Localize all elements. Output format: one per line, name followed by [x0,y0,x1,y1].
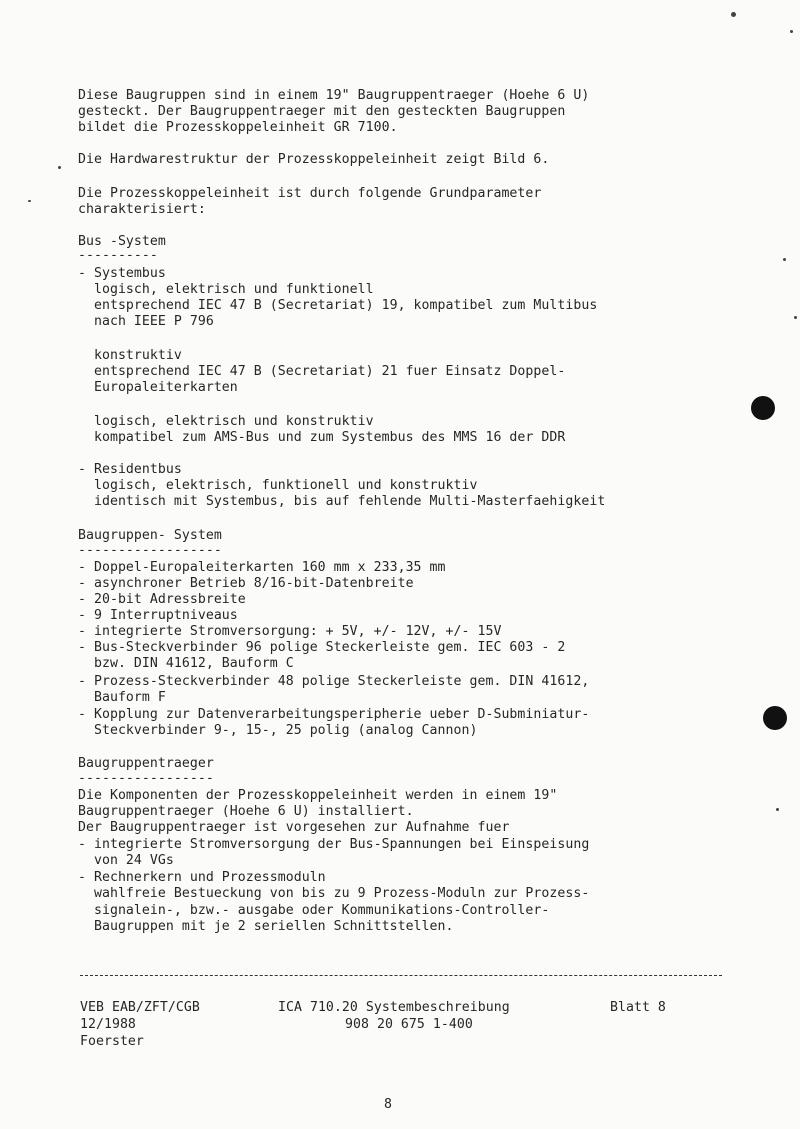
footer-date: 12/1988 [80,1017,136,1032]
params-intro-line-1: Die Prozesskoppeleinheit ist durch folgende Grundparameter [78,186,542,201]
traeger-line-7: wahlfreie Bestueckung von bis zu 9 Prozess-Moduln zur Prozess- [78,886,590,901]
bus-line-13: - Residentbus [78,462,182,477]
footer-author: Foerster [80,1034,144,1049]
traeger-line-2: Baugruppentraeger (Hoehe 6 U) installiert. [78,804,414,819]
baugruppen-line-2: - asynchroner Betrieb 8/16-bit-Datenbreite [78,576,414,591]
baugruppen-line-10: - Kopplung zur Datenverarbeitungsperipherie ueber D-Subminiatur- [78,707,590,722]
baugruppen-line-3: - 20-bit Adressbreite [78,592,246,607]
traeger-heading-underline: ----------------- [78,771,214,786]
punch-hole-bottom [763,706,787,730]
footer-doc-number: 908 20 675 1-400 [345,1017,473,1032]
bus-line-3: entsprechend IEC 47 B (Secretariat) 19, kompatibel zum Multibus [78,298,598,313]
bus-line-11: kompatibel zum AMS-Bus und zum Systembus des MMS 16 der DDR [78,430,566,445]
baugruppen-heading-underline: ------------------ [78,543,222,558]
bus-heading: Bus -System [78,234,166,249]
baugruppen-line-9: Bauform F [78,690,166,705]
traeger-heading: Baugruppentraeger [78,756,214,771]
scan-speck [776,808,779,811]
scan-speck [731,12,736,17]
footer-org: VEB EAB/ZFT/CGB [80,1000,200,1015]
baugruppen-line-11: Steckverbinder 9-, 15-, 25 polig (analog Cannon) [78,723,478,738]
baugruppen-line-4: - 9 Interruptniveaus [78,608,238,623]
footer-doc-title: ICA 710.20 Systembeschreibung [278,1000,510,1015]
traeger-line-5: von 24 VGs [78,853,174,868]
scan-speck [790,30,793,33]
baugruppen-line-1: - Doppel-Europaleiterkarten 160 mm x 233,35 mm [78,560,446,575]
scan-speck [783,258,786,261]
bus-line-10: logisch, elektrisch und konstruktiv [78,414,374,429]
intro-line-3: bildet die Prozesskoppeleinheit GR 7100. [78,120,398,135]
bus-line-7: entsprechend IEC 47 B (Secretariat) 21 fuer Einsatz Doppel- [78,364,566,379]
baugruppen-line-7: bzw. DIN 41612, Bauform C [78,656,294,671]
scan-speck [58,166,61,169]
bus-line-14: logisch, elektrisch, funktionell und konstruktiv [78,478,478,493]
hardware-sentence: Die Hardwarestruktur der Prozesskoppeleinheit zeigt Bild 6. [78,152,550,167]
intro-line-2: gesteckt. Der Baugruppentraeger mit den gesteckten Baugruppen [78,104,566,119]
traeger-line-9: Baugruppen mit je 2 seriellen Schnittstellen. [78,919,454,934]
traeger-line-8: signalein-, bzw.- ausgabe oder Kommunikations-Controller- [78,903,550,918]
bus-line-6: konstruktiv [78,348,182,363]
bus-line-8: Europaleiterkarten [78,380,238,395]
bus-line-4: nach IEEE P 796 [78,314,214,329]
baugruppen-line-8: - Prozess-Steckverbinder 48 polige Steckerleiste gem. DIN 41612, [78,674,590,689]
page-number: 8 [384,1097,392,1112]
bus-heading-underline: ---------- [78,248,158,263]
footer-separator [80,975,722,976]
scan-speck [28,200,31,202]
scan-speck [794,316,797,319]
traeger-line-6: - Rechnerkern und Prozessmoduln [78,870,326,885]
footer-sheet: Blatt 8 [610,1000,666,1015]
params-intro-line-2: charakterisiert: [78,202,206,217]
baugruppen-line-6: - Bus-Steckverbinder 96 polige Steckerleiste gem. IEC 603 - 2 [78,640,566,655]
punch-hole-top [751,396,775,420]
traeger-line-3: Der Baugruppentraeger ist vorgesehen zur Aufnahme fuer [78,820,510,835]
bus-line-15: identisch mit Systembus, bis auf fehlende Multi-Masterfaehigkeit [78,494,606,509]
baugruppen-line-5: - integrierte Stromversorgung: + 5V, +/- 12V, +/- 15V [78,624,502,639]
bus-line-1: - Systembus [78,266,166,281]
baugruppen-heading: Baugruppen- System [78,528,222,543]
traeger-line-1: Die Komponenten der Prozesskoppeleinheit werden in einem 19" [78,788,558,803]
intro-line-1: Diese Baugruppen sind in einem 19" Baugruppentraeger (Hoehe 6 U) [78,88,590,103]
traeger-line-4: - integrierte Stromversorgung der Bus-Spannungen bei Einspeisung [78,837,590,852]
bus-line-2: logisch, elektrisch und funktionell [78,282,374,297]
